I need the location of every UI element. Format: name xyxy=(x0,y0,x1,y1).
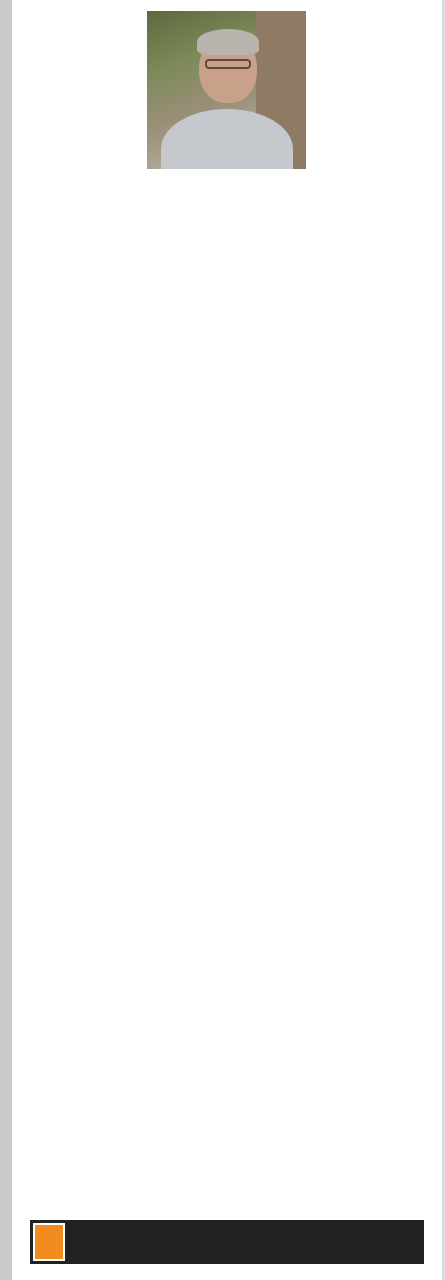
left-edge xyxy=(0,0,12,1280)
funeral-home-banner xyxy=(30,1220,424,1264)
funeral-home-logo xyxy=(33,1223,65,1261)
portrait-photo xyxy=(147,11,306,169)
